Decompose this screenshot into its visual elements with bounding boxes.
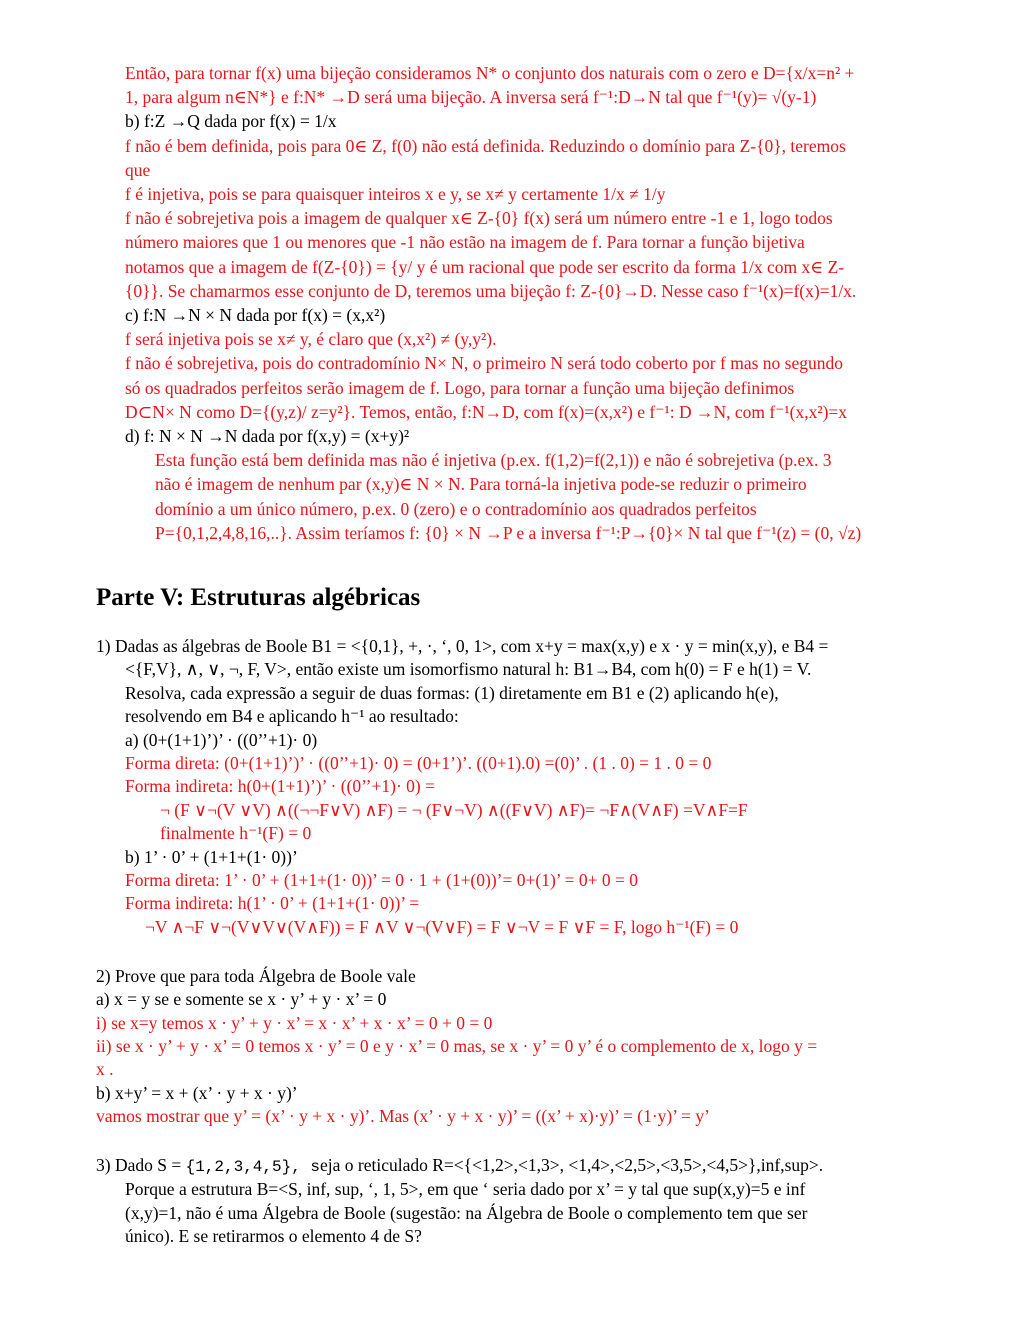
q1-line: Forma indireta: h(1’ · 0’ + (1+1+(1· 0))’ = (125, 893, 420, 914)
part4-line: d) f: N × N →N dada por f(x,y) = (x+y)² (125, 426, 410, 446)
part4-line: f não é sobrejetiva pois a imagem de qualquer x∈ Z-{0} f(x) será um número entre -1 e 1, logo todos (125, 208, 833, 229)
part4-line: D⊂N× N como D={(y,z)/ z=y²}. Temos, então, f:N→D, com f(x)=(x,x²) e f⁻¹: D →N, com f⁻¹(x,x²)=x (125, 401, 848, 422)
q3-rest: eja o reticulado R=<{<1,2>,<1,3>, <1,4>,<2,5>,<3,5>,<4,5>},inf,sup>. (320, 1155, 824, 1175)
q1-line: Forma direta: (0+(1+1)’)’ · ((0’’+1)· 0) = (0+1’)’. ((0+1).0) =(0)’ . (1 . 0) = 1 . 0 = 0 (125, 753, 712, 773)
q3-line: Porque a estrutura B=<S, inf, sup, ‘, 1, 5>, em que ‘ seria dado por x’ = y tal que sup(x,y)=5 e inf (125, 1179, 806, 1199)
q1-line: <{F,V}, ∧, ∨, ¬, F, V>, então existe um isomorfismo natural h: B1→B4, com h(0) = F e h(1) = V. (125, 659, 812, 680)
q2-line: ii) se x · y’ + y · x’ = 0 temos x · y’ = 0 e y · x’ = 0 mas, se x · y’ = 0 y’ é o complemento de x, logo y = (96, 1035, 818, 1056)
part4-line: {0}}. Se chamarmos esse conjunto de D, teremos uma bijeção f: Z-{0}→D. Nesse caso f⁻¹(x)=f(x)=1/x. (125, 280, 857, 301)
q2-line: a) x = y se e somente se x · y’ + y · x’ = 0 (96, 989, 387, 1010)
q2-line: i) se x=y temos x · y’ + y · x’ = x · x’ + x · x’ = 0 + 0 = 0 (96, 1012, 493, 1033)
q3-line: (x,y)=1, não é uma Álgebra de Boole (sugestão: na Álgebra de Boole o complemento tem que ser (125, 1202, 808, 1223)
q1-line: a) (0+(1+1)’)’ · ((0’’+1)· 0) (125, 729, 318, 750)
part4-line: f não é bem definida, pois para 0∈ Z, f(0) não está definida. Reduzindo o domínio para Z-{0}, teremos (125, 135, 846, 156)
q3-middle: s (300, 1158, 321, 1176)
part4-line: Então, para tornar f(x) uma bijeção consideramos N* o conjunto dos naturais com o zero e D={x/x=n² + (125, 63, 855, 83)
part4-line: c) f:N →N × N dada por f(x) = (x,x²) (125, 305, 386, 325)
section-heading: Parte V: Estruturas algébricas (96, 584, 421, 611)
q2-line: x . (96, 1059, 114, 1080)
part4-line: f é injetiva, pois se para quaisquer inteiros x e y, se x≠ y certamente 1/x ≠ 1/y (125, 184, 666, 204)
part4-line: só os quadrados perfeitos serão imagem de f. Logo, para tornar a função uma bijeção definimos (125, 377, 795, 398)
q1-line: b) 1’ · 0’ + (1+1+(1· 0))’ (125, 846, 298, 867)
q1-line: ¬ (F ∨¬(V ∨V) ∧((¬¬F∨V) ∧F) = ¬ (F∨¬V) ∧((F∨V) ∧F)= ¬F∧(V∧F) =V∧F=F (160, 799, 748, 820)
part4-line: P={0,1,2,4,8,16,..}. Assim teríamos f: {0} × N →P e a inversa f⁻¹:P→{0}× N tal que f⁻¹(z) = (0, √z) (155, 522, 862, 543)
q2-line: b) x+y’ = x + (x’ · y + x · y)’ (96, 1082, 298, 1103)
q1-line: Forma indireta: h(0+(1+1)’)’ · ((0’’+1)· 0) = (125, 776, 435, 797)
q1-line: ¬V ∧¬F ∨¬(V∨V∨(V∧F)) = F ∧V ∨¬(V∨F) = F ∨¬V = F ∨F = F, logo h⁻¹(F) = 0 (145, 916, 739, 937)
q3-set: {1,2,3,4,5}, (185, 1158, 301, 1176)
part4-line: número maiores que 1 ou menores que -1 não estão na imagem de f. Para tornar a função bijetiva (125, 232, 805, 253)
q1-line: Resolva, cada expressão a seguir de duas formas: (1) diretamente em B1 e (2) aplicando h(e), (125, 682, 779, 703)
q1-line: finalmente h⁻¹(F) = 0 (160, 823, 312, 844)
part4-line: b) f:Z →Q dada por f(x) = 1/x (125, 111, 337, 132)
q2-line: 2) Prove que para toda Álgebra de Boole vale (96, 966, 416, 986)
part4-line: f não é sobrejetiva, pois do contradomínio N× N, o primeiro N será todo coberto por f mas no segundo (125, 353, 843, 374)
part4-line: não é imagem de nenhum par (x,y)∈ N × N. Para torná-la injetiva pode-se reduzir o primeiro (155, 474, 807, 495)
q1-line: resolvendo em B4 e aplicando h⁻¹ ao resultado: (125, 706, 459, 727)
part4-line: domínio a um único número, p.ex. 0 (zero) e o contradomínio aos quadrados perfeitos (155, 498, 757, 519)
q1-line: 1) Dadas as álgebras de Boole B1 = <{0,1}, +, ·, ‘, 0, 1>, com x+y = max(x,y) e x · y = min(x,y), e B4 = (96, 636, 829, 656)
q3-line: único). E se retirarmos o elemento 4 de S? (125, 1226, 422, 1246)
q1-line: Forma direta: 1’ · 0’ + (1+1+(1· 0))’ = 0 · 1 + (1+(0))’= 0+(1)’ = 0+ 0 = 0 (125, 870, 639, 890)
q3-prefix: 3) Dado S = (96, 1155, 186, 1175)
part4-line: notamos que a imagem de f(Z-{0}) = {y/ y é um racional que pode ser escrito da forma 1/x com x∈ Z- (125, 256, 845, 277)
part4-line: f será injetiva pois se x≠ y, é claro que (x,x²) ≠ (y,y²). (125, 329, 497, 350)
part4-line: que (125, 159, 151, 180)
part4-line: 1, para algum n∈N*} e f:N* →D será uma bijeção. A inversa será f⁻¹:D→N tal que f⁻¹(y)= √(y-1) (125, 87, 817, 108)
q2-line: vamos mostrar que y’ = (x’ · y + x · y)’. Mas (x’ · y + x · y)’ = ((x’ + x)·y)’ = (1·y)’ = y’ (96, 1105, 710, 1126)
part4-line: Esta função está bem definida mas não é injetiva (p.ex. f(1,2)=f(2,1)) e não é sobrejetiva (p.ex. 3 (155, 450, 832, 471)
q3-first-line (96, 1153, 823, 1179)
